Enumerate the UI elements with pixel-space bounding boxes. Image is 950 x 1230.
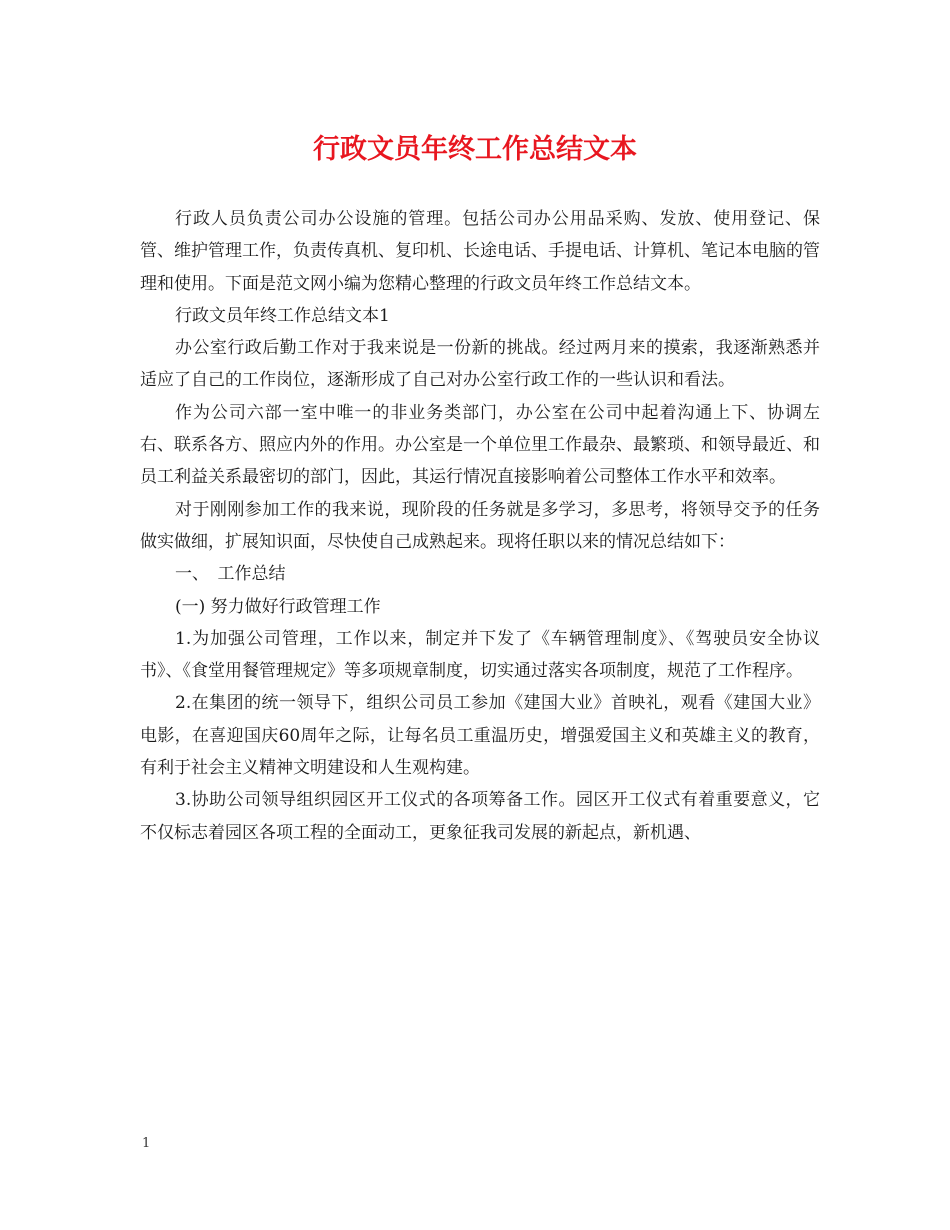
document-body	[140, 203, 820, 849]
section-heading-1: 行政文员年终工作总结文本1	[175, 305, 390, 326]
page-number: 1	[142, 1136, 151, 1151]
list-item-2: 2.在集团的统一领导下，组织公司员工参加《建国大业》首映礼，观看《建国大业》电影，在喜迎国庆60周年之际，让每名员工重温历史，增强爱国主义和英雄主义的教育，有利于社会主义精神文明建设和人生观构建。	[140, 693, 820, 779]
subheading-admin-management: (一) 努力做好行政管理工作	[175, 596, 381, 617]
list-item-1: 1.为加强公司管理，工作以来，制定并下发了《车辆管理制度》、《驾驶员安全协议书》、《食堂用餐管理规定》等多项规章制度，切实通过落实各项制度，规范了工作程序。	[140, 628, 820, 682]
body-paragraph: 办公室行政后勤工作对于我来说是一份新的挑战。经过两月来的摸索，我逐渐熟悉并适应了自己的工作岗位，逐渐形成了自己对办公室行政工作的一些认识和看法。	[140, 338, 820, 391]
list-item-3: 3.协助公司领导组织园区开工仪式的各项筹备工作。园区开工仪式有着重要意义，它不仅标志着园区各项工程的全面动工，更象征我司发展的新起点，新机遇、	[140, 790, 820, 843]
body-paragraph: 作为公司六部一室中唯一的非业务类部门，办公室在公司中起着沟通上下、协调左右、联系各方、照应内外的作用。办公室是一个单位里工作最杂、最繁琐、和领导最近、和员工利益关系最密切的部门，因此，其运行情况直接影响着公司整体工作水平和效率。	[140, 402, 820, 488]
intro-paragraph: 行政人员负责公司办公设施的管理。包括公司办公用品采购、发放、使用登记、保管、维护管理工作，负责传真机、复印机、长途电话、手提电话、计算机、笔记本电脑的管理和使用。下面是范文网小编为您精心整理的行政文员年终工作总结文本。	[140, 209, 820, 294]
body-paragraph: 对于刚刚参加工作的我来说，现阶段的任务就是多学习，多思考，将领导交予的任务做实做细，扩展知识面，尽快使自己成熟起来。现将任职以来的情况总结如下：	[140, 499, 820, 552]
document-title: 行政文员年终工作总结文本	[313, 134, 637, 165]
heading-work-summary: 一、 工作总结	[175, 564, 286, 585]
